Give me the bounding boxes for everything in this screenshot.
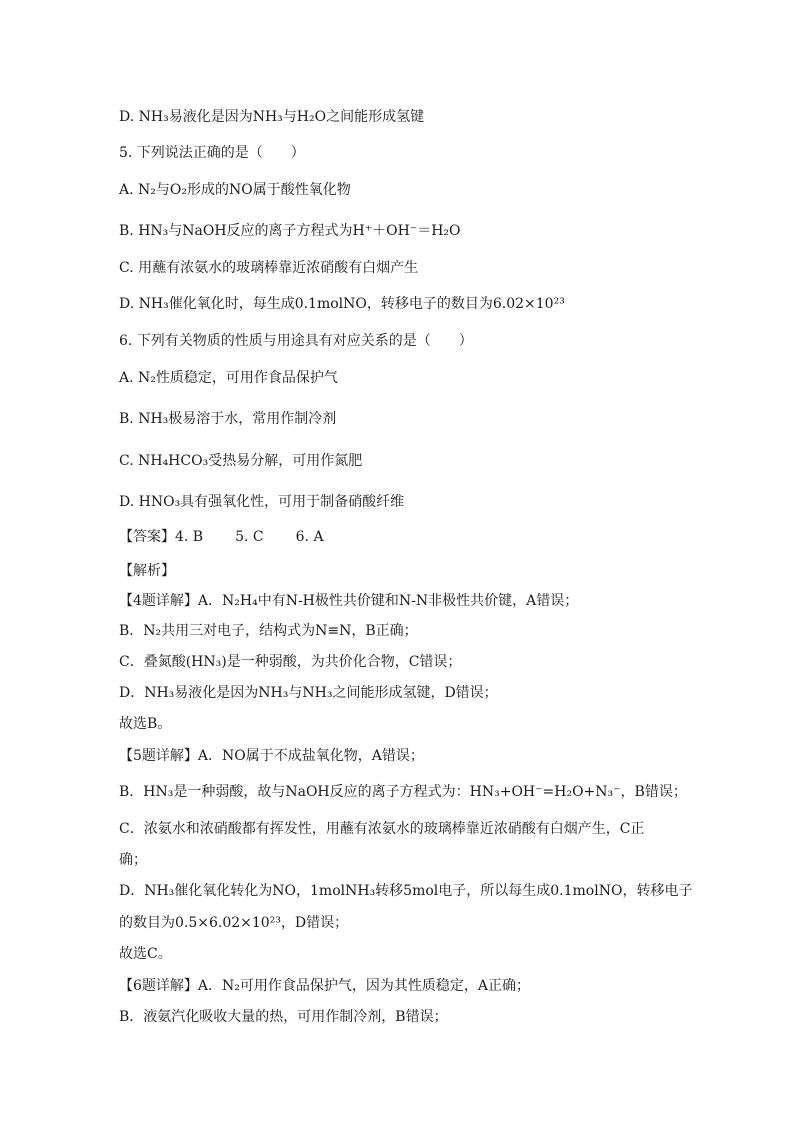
q5-detail-line: 确； — [119, 852, 147, 868]
answer-q4: 4. B — [175, 529, 204, 545]
q6-option-c: C. NH₄HCO₃受热易分解，可用作氮肥 — [119, 453, 363, 469]
q4-option-d: D. NH₃易液化是因为NH₃与H₂O之间能形成氢键 — [119, 109, 425, 125]
answer-line — [119, 527, 324, 547]
q6-detail-line: B．液氨汽化吸收大量的热，可用作制冷剂，B错误； — [119, 1009, 448, 1025]
q4-detail-line: B．N₂共用三对电子，结构式为N≡N，B正确； — [119, 623, 418, 639]
q5-detail-line: 故选C。 — [119, 946, 172, 962]
q5-stem: 5. 下列说法正确的是（ ） — [119, 145, 305, 161]
q6-option-a: A. N₂性质稳定，可用作食品保护气 — [119, 370, 338, 386]
answer-q6: 6. A — [295, 529, 324, 545]
analysis-heading: 【解析】 — [119, 563, 175, 579]
answer-label: 【答案】 — [119, 529, 175, 545]
q5-option-c: C. 用蘸有浓氨水的玻璃棒靠近浓硝酸有白烟产生 — [119, 260, 419, 276]
q5-detail-line: C．浓氨水和浓硝酸都有挥发性，用蘸有浓氨水的玻璃棒靠近浓硝酸有白烟产生，C正 — [119, 821, 645, 837]
q6-option-d: D. HNO₃具有强氧化性，可用于制备硝酸纤维 — [119, 494, 405, 510]
q6-option-b: B. NH₃极易溶于水，常用作制冷剂 — [119, 411, 337, 427]
answer-q5: 5. C — [235, 529, 264, 545]
q4-detail-line: 故选B。 — [119, 716, 172, 732]
q5-detail-line: D．NH₃催化氧化转化为NO，1molNH₃转移5mol电子，所以每生成0.1molNO，转移电子 — [119, 883, 693, 899]
q5-detail-line: B．HN₃是一种弱酸，故与NaOH反应的离子方程式为：HN₃+OH⁻=H₂O+N₃⁻，B错误； — [119, 784, 687, 800]
q5-option-d: D. NH₃催化氧化时，每生成0.1molNO，转移电子的数目为6.02×10²³ — [119, 296, 565, 312]
q6-detail-line: 【6题详解】A．N₂可用作食品保护气，因为其性质稳定，A正确； — [119, 978, 530, 994]
q5-detail-line: 的数目为0.5×6.02×10²³，D错误； — [119, 915, 349, 931]
q4-detail-line: D．NH₃易液化是因为NH₃与NH₃之间能形成氢键，D错误； — [119, 685, 498, 701]
q5-option-a: A. N₂与O₂形成的NO属于酸性氧化物 — [119, 182, 351, 198]
q5-option-b: B. HN₃与NaOH反应的离子方程式为H⁺＋OH⁻＝H₂O — [119, 223, 461, 239]
q4-detail-line: C．叠氮酸(HN₃)是一种弱酸，为共价化合物，C错误； — [119, 654, 462, 670]
q6-stem: 6. 下列有关物质的性质与用途具有对应关系的是（ ） — [119, 333, 473, 349]
q4-detail-line: 【4题详解】A．N₂H₄中有N-H极性共价键和N-N非极性共价键，A错误； — [119, 593, 579, 609]
q5-detail-line: 【5题详解】A．NO属于不成盐氧化物，A错误； — [119, 748, 424, 764]
